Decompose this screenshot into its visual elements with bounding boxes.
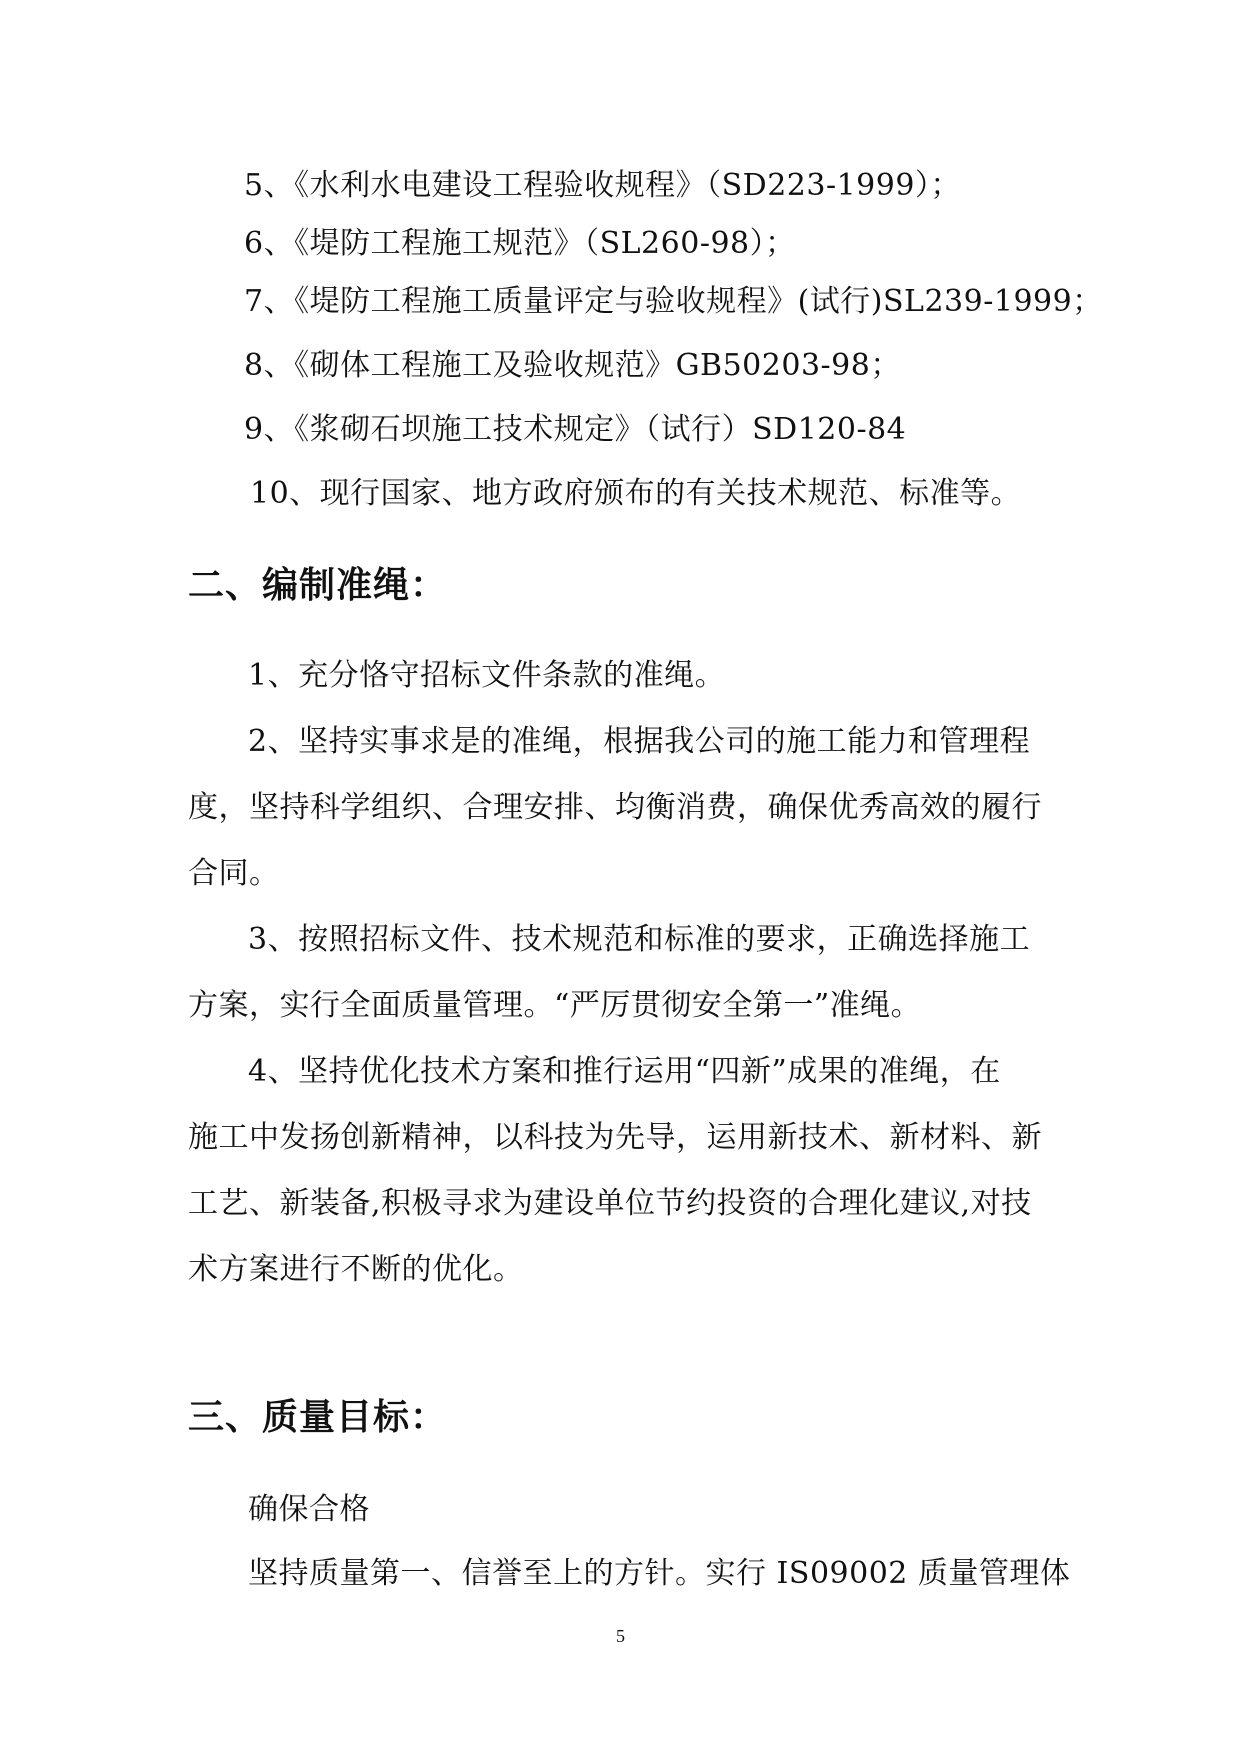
paragraph-line: 施工中发扬创新精神，以科技为先导，运用新技术、新材料、新 [188,1120,1042,1155]
paragraph-line: 合同。 [188,856,280,891]
paragraph-line: 4、坚持优化技术方案和推行运用“四新”成果的准绳，在 [248,1054,1001,1089]
paragraph-line: 术方案进行不断的优化。 [188,1252,524,1287]
reference-item: 8、《砌体工程施工及验收规范》GB50203-98； [244,348,901,383]
paragraph-line: 1、充分恪守招标文件条款的准绳。 [248,658,726,693]
reference-item: 6、《堤防工程施工规范》（SL260-98）； [244,226,796,261]
page-number: 5 [616,1626,625,1646]
paragraph-line: 度，坚持科学组织、合理安排、均衡消费，确保优秀高效的履行 [188,790,1042,825]
section-heading-principles: 二、编制准绳： [188,565,448,606]
reference-item: 10、现行国家、地方政府颁布的有关技术规范、标准等。 [250,476,1022,511]
reference-item: 7、《堤防工程施工质量评定与验收规程》(试行)SL239-1999； [244,284,1103,319]
reference-item: 9、《浆砌石坝施工技术规定》（试行）SD120-84 [244,412,907,447]
reference-item: 5、《水利水电建设工程验收规程》（SD223-1999）； [244,168,961,203]
paragraph-line: 3、按照招标文件、技术规范和标准的要求，正确选择施工 [248,922,1031,957]
paragraph-line: 确保合格 [248,1492,370,1527]
section-heading-quality-goal: 三、质量目标： [188,1397,448,1438]
paragraph-line: 坚持质量第一、信誉至上的方针。实行 IS09002 质量管理体 [248,1556,1071,1591]
paragraph-line: 2、坚持实事求是的准绳，根据我公司的施工能力和管理程 [248,724,1031,759]
paragraph-line: 方案，实行全面质量管理。“严厉贯彻安全第一”准绳。 [188,988,922,1023]
paragraph-line: 工艺、新装备,积极寻求为建设单位节约投资的合理化建议,对技 [188,1186,1032,1221]
